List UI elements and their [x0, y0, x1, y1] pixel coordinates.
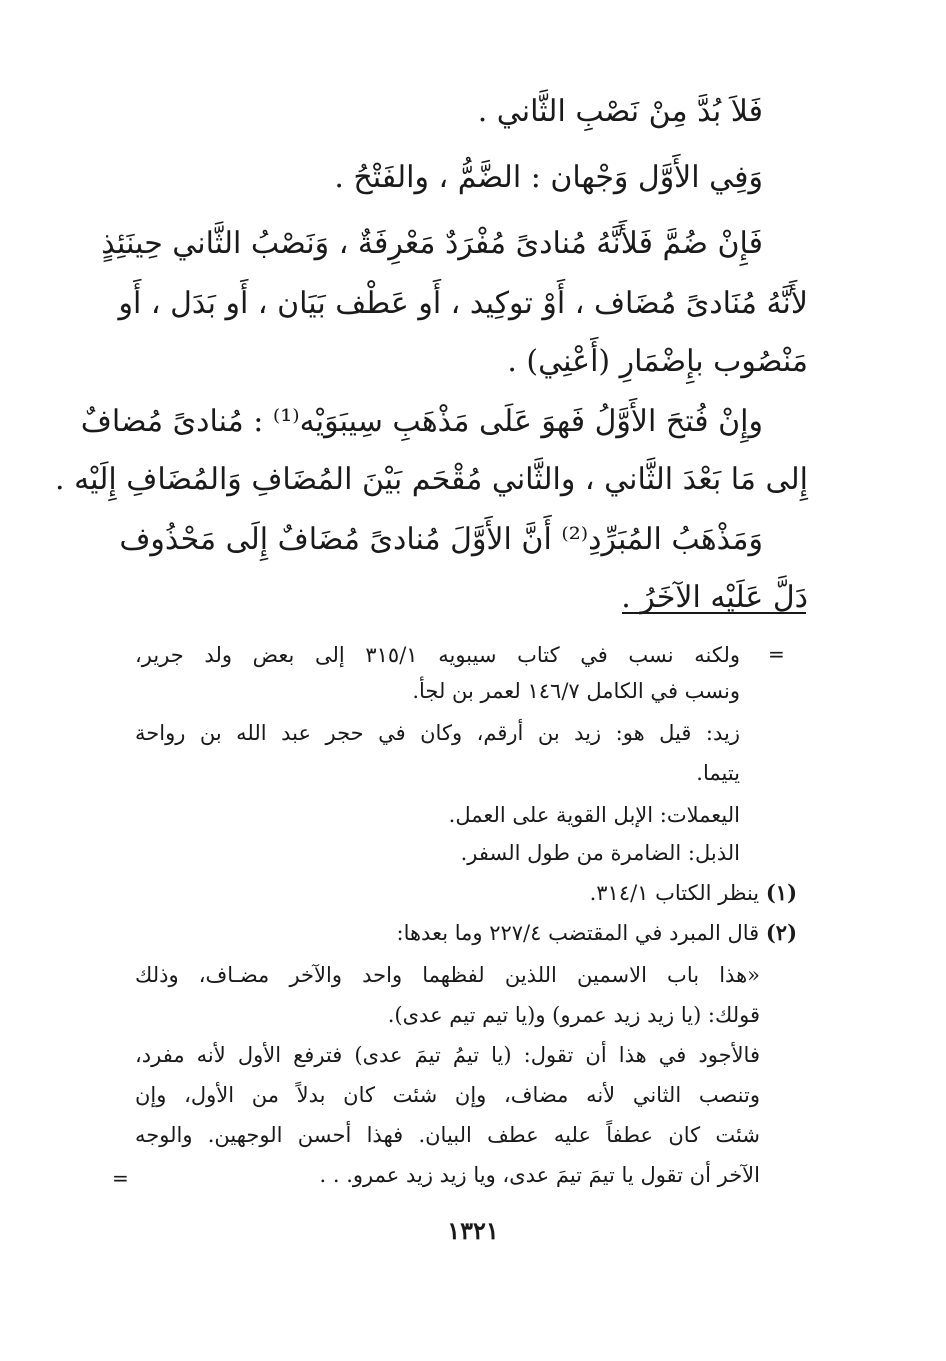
- main-text-line: فَإِنْ ضُمَّ فَلأَنَّهُ مُنادىً مُفْرَدٌ مَعْرِفَةٌ ، وَنَصْبُ الثَّاني حِينَئِذٍ: [101, 226, 763, 261]
- footnote-1: [300, 878, 797, 910]
- main-text-line: فَلاَ بُدَّ مِنْ نَصْبِ الثَّاني .: [477, 94, 763, 129]
- quote-line: الآخر أن تقول يا تيمَ تيمَ عدى، ويا زيد زيد عمرو. . .: [319, 1163, 760, 1187]
- footnote-number: (١): [765, 880, 797, 905]
- quote-line: قولك: (يا زيد زيد عمرو) و(يا تيم تيم عدى).: [387, 1003, 760, 1027]
- main-text-line: وَمَذْهَبُ المُبَرِّدِ⁽²⁾ أَنَّ الأَوَّلَ مُنادىً مُضَافٌ إِلَى مَحْذُوف: [119, 522, 763, 557]
- footnote-line: زيد: قيل هو: زيد بن أرقم، وكان في حجر عبد الله بن رواحة: [135, 721, 740, 745]
- continuation-mark: =: [768, 642, 785, 666]
- footnote-line: ولكنه نسب في كتاب سيبويه ٣١٥/١ إلى بعض ولد جرير،: [135, 643, 741, 667]
- quote-line: «هذا باب الاسمين اللذين لفظهما واحد والآخر مضـاف، وذلك: [135, 963, 760, 987]
- footnote-line: اليعملات: الإبل القوية على العمل.: [448, 803, 740, 827]
- page-number: ١٣٢١: [447, 1216, 499, 1245]
- quote-line: فالأجود في هذا أن تقول: (يا تيمُ تيمَ عدى) فترفع الأول لأنه مفرد،: [135, 1043, 760, 1067]
- main-text-line: لأَنَّهُ مُنَادىً مُضَاف ، أَوْ توكِيد ، أَو عَطْف بَيَان ، أَو بَدَل ، أَو: [118, 286, 808, 321]
- main-text-line: وَفِي الأَوَّل وَجْهان : الضَّمُّ ، والفَتْحُ .: [334, 160, 763, 195]
- footnote-number: (٢): [765, 920, 797, 945]
- main-text-line: إِلى مَا بَعْدَ الثَّاني ، والثَّاني مُقْحَم بَيْنَ المُضَافِ وَالمُضَافِ إِلَيْه .: [55, 462, 808, 497]
- main-text-line: مَنْصُوب بإِضْمَارِ (أَعْنِي) .: [507, 344, 808, 379]
- quote-line: وتنصب الثاني لأنه مضاف، وإن شئت كان بدلاً من الأول، وإن: [135, 1083, 760, 1107]
- footnote-line: يتيما.: [696, 761, 740, 785]
- footnote-line: ونسب في الكامل ١٤٦/٧ لعمر بن لجأ.: [412, 679, 740, 703]
- footnote-line: الذبل: الضامرة من طول السفر.: [460, 841, 740, 865]
- footnote-2: [300, 918, 797, 950]
- main-text-line: وإِنْ فُتحَ الأَوَّلُ فَهوَ عَلَى مَذْهَبِ سِيبَوَيْه⁽¹⁾ : مُنادىً مُضافٌ: [80, 404, 763, 439]
- footnote-text: قال المبرد في المقتضب ٢٢٧/٤ وما بعدها:: [396, 921, 760, 945]
- quote-line: شئت كان عطفاً عليه عطف البيان. فهذا أحسن الوجهين. والوجه: [135, 1123, 760, 1147]
- footnote-separator: [622, 612, 806, 614]
- footnote-text: ينظر الكتاب ٣١٤/١.: [589, 881, 760, 905]
- continuation-mark: =: [112, 1166, 129, 1190]
- main-text-line: دَلَّ عَلَيْه الآخَرُ .: [621, 580, 808, 615]
